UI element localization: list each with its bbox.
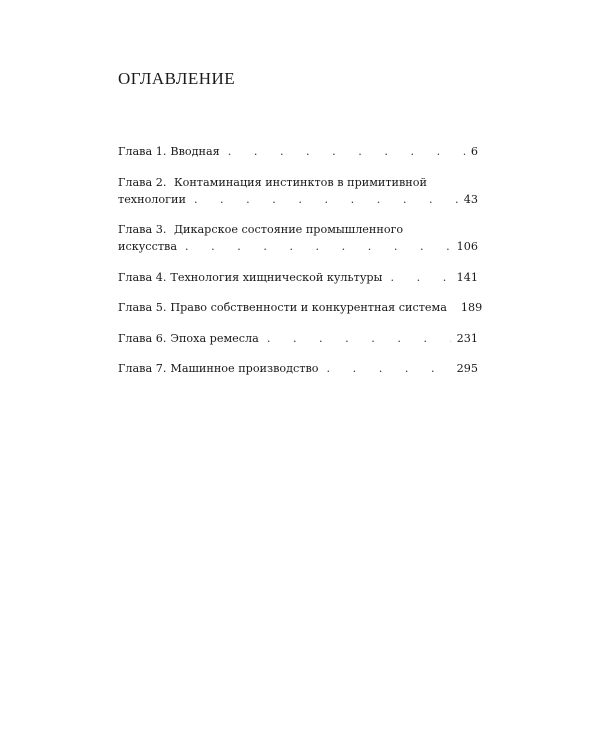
chapter-number: Глава 4. xyxy=(118,270,167,284)
toc-entry-2[interactable] xyxy=(118,174,478,208)
dot-leader xyxy=(390,269,450,286)
chapter-title: Машинное производство xyxy=(170,362,319,375)
chapter-title: Эпоха ремесла xyxy=(170,331,259,345)
chapter-number: Глава 1. xyxy=(118,145,167,158)
chapter-number: Глава 7. xyxy=(118,362,167,375)
toc-list xyxy=(118,143,483,391)
chapter-title-continuation: технологии xyxy=(118,192,186,206)
dot-leader xyxy=(185,238,451,255)
toc-entry-4[interactable] xyxy=(118,269,478,286)
toc-entry-6[interactable] xyxy=(118,330,478,347)
dot-leader xyxy=(228,143,465,160)
page-number: 189 xyxy=(460,301,483,314)
dot-leader xyxy=(327,360,451,377)
toc-heading: ОГЛАВЛЕНИЕ xyxy=(118,69,236,88)
chapter-number: Глава 3. xyxy=(118,223,167,236)
chapter-number: Глава 5. xyxy=(118,301,167,314)
toc-entry-1[interactable] xyxy=(118,143,478,160)
page-number: 141 xyxy=(456,270,478,284)
chapter-title: Дикарское состояние промышленного xyxy=(173,223,404,236)
chapter-number: Глава 2. xyxy=(118,175,167,189)
page-number: 43 xyxy=(463,192,478,206)
page-number: 106 xyxy=(456,240,478,253)
chapter-number: Глава 6. xyxy=(118,331,167,345)
page-number: 231 xyxy=(456,331,478,345)
page-number: 6 xyxy=(470,145,478,158)
chapter-title: Технология хищнической культуры xyxy=(170,270,383,284)
dot-leader xyxy=(267,330,451,347)
dot-leader xyxy=(194,191,458,208)
toc-entry-5[interactable] xyxy=(118,299,483,316)
toc-entry-7[interactable] xyxy=(118,360,478,377)
chapter-title: Вводная xyxy=(170,145,220,158)
chapter-title: Контаминация инстинктов в примитивной xyxy=(173,175,427,189)
toc-entry-3[interactable] xyxy=(118,221,478,255)
chapter-title: Право собственности и конкурентная система xyxy=(170,301,447,314)
page-number: 295 xyxy=(456,362,478,375)
chapter-title-continuation: искусства xyxy=(118,240,177,253)
